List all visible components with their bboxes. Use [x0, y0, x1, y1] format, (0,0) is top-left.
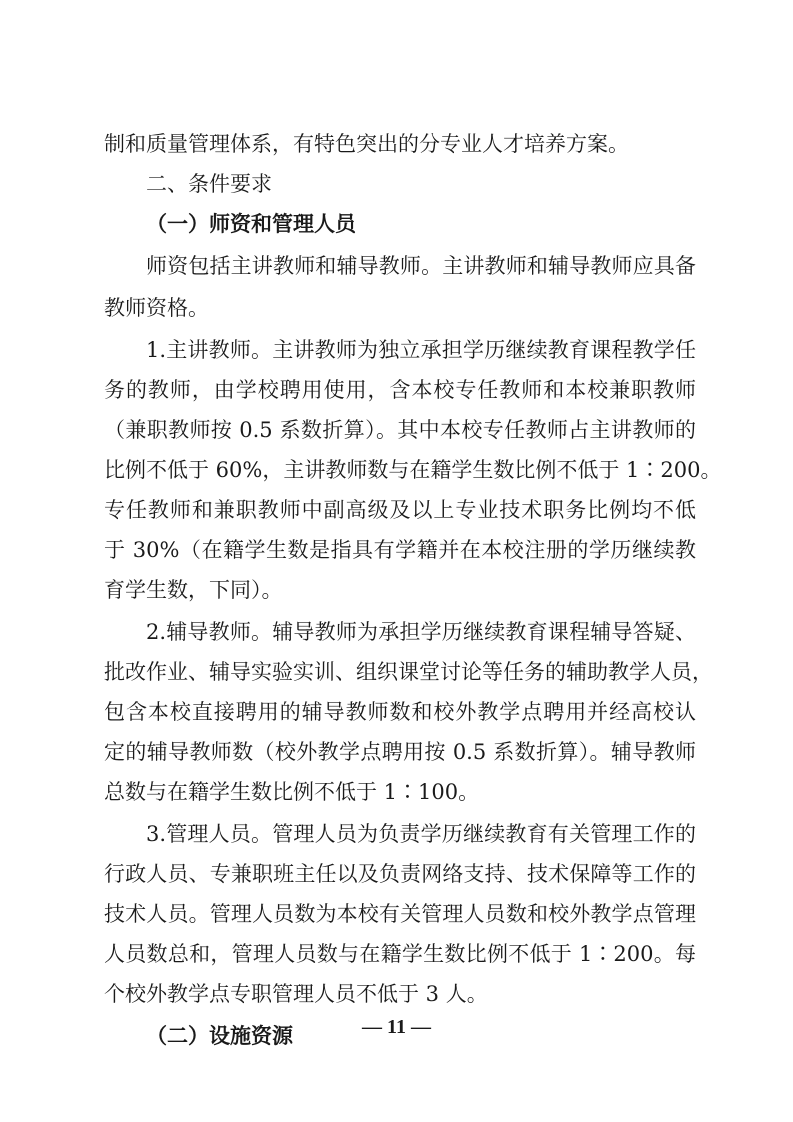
paragraph-line: 专任教师和兼职教师中副高级及以上专业技术职务比例均不低: [104, 498, 696, 522]
paragraph-line: 育学生数，下同）。: [104, 578, 283, 602]
paragraph-line: 比例不低于 60%，主讲教师数与在籍学生数比例不低于 1∶200。: [104, 458, 722, 482]
paragraph-line: 1.主讲教师。主讲教师为独立承担学历继续教育课程教学任: [146, 338, 696, 362]
page-number: — 11 —: [362, 1016, 431, 1038]
subsection-heading-facilities: （二）设施资源: [146, 1023, 293, 1048]
subsection-heading-faculty: （一）师资和管理人员: [146, 211, 356, 236]
paragraph-line: （兼职教师按 0.5 系数折算）。其中本校专任教师占主讲教师的: [104, 418, 696, 442]
paragraph-line: 于 30%（在籍学生数是指具有学籍并在本校注册的学历继续教: [104, 538, 696, 562]
paragraph-line: 3.管理人员。管理人员为负责学历继续教育有关管理工作的: [146, 822, 696, 846]
paragraph-line: 人员数总和，管理人员数与在籍学生数比例不低于 1∶200。每: [104, 942, 696, 966]
document-body: [104, 128, 722, 1052]
paragraph-line: 行政人员、专兼职班主任以及负责网络支持、技术保障等工作的: [104, 862, 696, 886]
paragraph-line: 师资包括主讲教师和辅导教师。主讲教师和辅导教师应具备: [146, 254, 696, 278]
paragraph-line: 定的辅导教师数（校外教学点聘用按 0.5 系数折算）。辅导教师: [104, 740, 696, 764]
paragraph-line: 制和质量管理体系，有特色突出的分专业人才培养方案。: [104, 132, 629, 156]
paragraph-line: 教师资格。: [104, 296, 209, 320]
paragraph-line: 个校外教学点专职管理人员不低于 3 人。: [104, 982, 488, 1006]
paragraph-line: 务的教师，由学校聘用使用，含本校专任教师和本校兼职教师: [104, 378, 696, 402]
paragraph-line: 包含本校直接聘用的辅导教师数和校外教学点聘用并经高校认: [104, 700, 696, 724]
paragraph-line: 批改作业、辅导实验实训、组织课堂讨论等任务的辅助教学人员，: [104, 660, 713, 684]
paragraph-line: 总数与在籍学生数比例不低于 1∶100。: [104, 780, 480, 804]
section-heading-conditions: 二、条件要求: [146, 172, 272, 196]
paragraph-line: 技术人员。管理人员数为本校有关管理人员数和校外教学点管理: [104, 902, 696, 926]
paragraph-line: 2.辅导教师。辅导教师为承担学历继续教育课程辅导答疑、: [146, 620, 696, 644]
